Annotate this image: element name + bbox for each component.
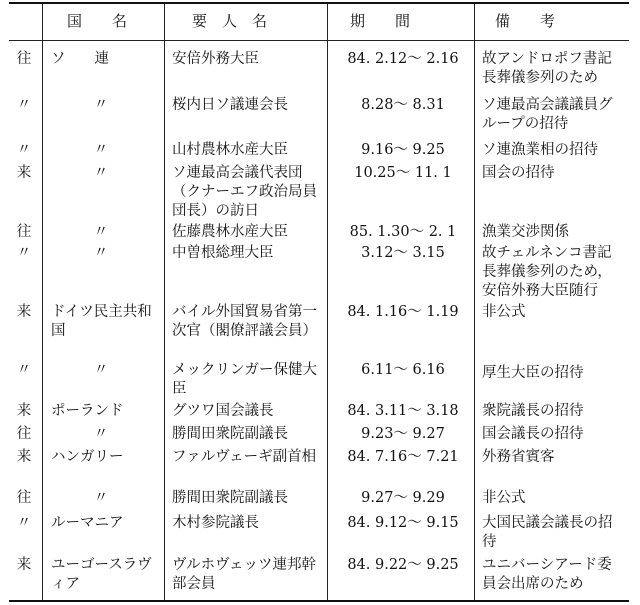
row-official: 桜内日ソ議連会長 bbox=[172, 97, 288, 113]
row-remarks: 大国民議会議長の招待 bbox=[482, 515, 613, 550]
row-country: 〃 bbox=[93, 165, 109, 181]
row-remarks: 外務省賓客 bbox=[482, 449, 555, 465]
header-period: 期 間 bbox=[350, 12, 411, 30]
column-divider bbox=[474, 4, 475, 600]
row-period: 8.28～ 8.31 bbox=[361, 97, 445, 113]
column-divider bbox=[327, 4, 328, 600]
header-rule bbox=[9, 40, 629, 41]
header-official: 要 人 名 bbox=[192, 12, 268, 30]
row-direction: 来 bbox=[16, 403, 32, 419]
row-remarks: 国会議長の招待 bbox=[482, 426, 584, 442]
row-remarks: ソ連漁業相の招待 bbox=[482, 142, 598, 158]
row-official: ヴルホヴェッツ連邦幹部会員 bbox=[172, 557, 316, 592]
column-divider bbox=[164, 4, 165, 600]
row-direction: 往 bbox=[16, 51, 32, 67]
row-country: 〃 bbox=[93, 142, 109, 158]
row-period: 9.27～ 9.29 bbox=[361, 490, 445, 506]
row-period: 84. 9.12～ 9.15 bbox=[347, 515, 459, 531]
row-period: 84. 9.22～ 9.25 bbox=[347, 557, 459, 573]
column-divider bbox=[42, 4, 43, 600]
row-country: ソ 連 bbox=[51, 51, 109, 67]
row-official: ソ連最高会議代表団（クナーエフ政治局員団長）の訪日 bbox=[172, 165, 317, 219]
row-remarks: 国会の招待 bbox=[482, 165, 555, 181]
row-official: ファルヴェーギ副首相 bbox=[172, 449, 317, 465]
row-period: 85. 1.30～ 2. 1 bbox=[349, 224, 457, 240]
row-official: 山村農林水産大臣 bbox=[172, 142, 288, 158]
row-official: 勝間田衆院副議長 bbox=[172, 426, 288, 442]
row-direction: 〃 bbox=[16, 362, 32, 378]
header-remarks: 備 考 bbox=[495, 12, 556, 30]
row-country: ユーゴースラヴィア bbox=[51, 557, 152, 592]
row-period: 10.25～ 11. 1 bbox=[354, 165, 452, 181]
row-period: 9.16～ 9.25 bbox=[361, 142, 445, 158]
row-remarks: ソ連最高会議議員グループの招待 bbox=[482, 97, 613, 132]
row-official: バイル外国貿易省第一次官（閣僚評議会員） bbox=[172, 304, 317, 339]
row-remarks: 故チェルネンコ書記長葬儀参列のため，安倍外務大臣随行 bbox=[482, 245, 612, 299]
row-period: 6.11～ 6.16 bbox=[361, 362, 445, 378]
row-period: 3.12～ 3.15 bbox=[361, 245, 445, 261]
row-country: ルーマニア bbox=[51, 515, 124, 531]
row-period: 84. 3.11～ 3.18 bbox=[347, 403, 459, 419]
row-country: 〃 bbox=[93, 245, 109, 261]
row-period: 84. 1.16～ 1.19 bbox=[347, 304, 459, 320]
row-remarks: 漁業交渉関係 bbox=[482, 224, 569, 240]
row-remarks: 非公式 bbox=[482, 304, 526, 320]
header-country: 国 名 bbox=[67, 12, 128, 30]
row-official: 佐藤農林水産大臣 bbox=[172, 224, 288, 240]
row-official: メックリンガー保健大臣 bbox=[172, 362, 317, 397]
row-direction: 往 bbox=[16, 490, 32, 506]
row-direction: 〃 bbox=[16, 245, 32, 261]
row-direction: 来 bbox=[16, 557, 32, 573]
row-country: ポーランド bbox=[51, 403, 124, 419]
row-direction: 〃 bbox=[16, 515, 32, 531]
row-official: グツワ国会議長 bbox=[172, 403, 274, 419]
row-remarks: ユニバーシアード委員会出席のため bbox=[482, 557, 612, 592]
row-direction: 来 bbox=[16, 304, 32, 320]
row-period: 84. 2.12～ 2.16 bbox=[347, 51, 459, 67]
row-official: 中曽根総理大臣 bbox=[172, 245, 274, 261]
row-country: 〃 bbox=[93, 426, 109, 442]
row-direction: 往 bbox=[16, 426, 32, 442]
row-official: 安倍外務大臣 bbox=[172, 51, 259, 67]
row-direction: 来 bbox=[16, 449, 32, 465]
row-period: 9.23～ 9.27 bbox=[361, 426, 445, 442]
row-country: 〃 bbox=[93, 490, 109, 506]
row-direction: 〃 bbox=[16, 142, 32, 158]
row-official: 木村参院議長 bbox=[172, 515, 259, 531]
row-country: 〃 bbox=[93, 97, 109, 113]
row-period: 84. 7.16～ 7.21 bbox=[347, 449, 459, 465]
row-country: 〃 bbox=[93, 362, 109, 378]
row-remarks: 非公式 bbox=[482, 490, 526, 506]
row-remarks: 衆院議長の招待 bbox=[482, 403, 584, 419]
visits-table bbox=[9, 2, 629, 602]
row-country: ドイツ民主共和国 bbox=[51, 304, 152, 339]
row-remarks: 故アンドロポフ書記長葬儀参列のため bbox=[482, 51, 612, 86]
row-country: 〃 bbox=[93, 224, 109, 240]
row-country: ハンガリー bbox=[51, 449, 124, 465]
row-direction: 往 bbox=[16, 224, 32, 240]
row-direction: 来 bbox=[16, 165, 32, 181]
row-direction: 〃 bbox=[16, 97, 32, 113]
row-official: 勝間田衆院副議長 bbox=[172, 490, 288, 506]
row-remarks: 厚生大臣の招待 bbox=[482, 365, 584, 381]
